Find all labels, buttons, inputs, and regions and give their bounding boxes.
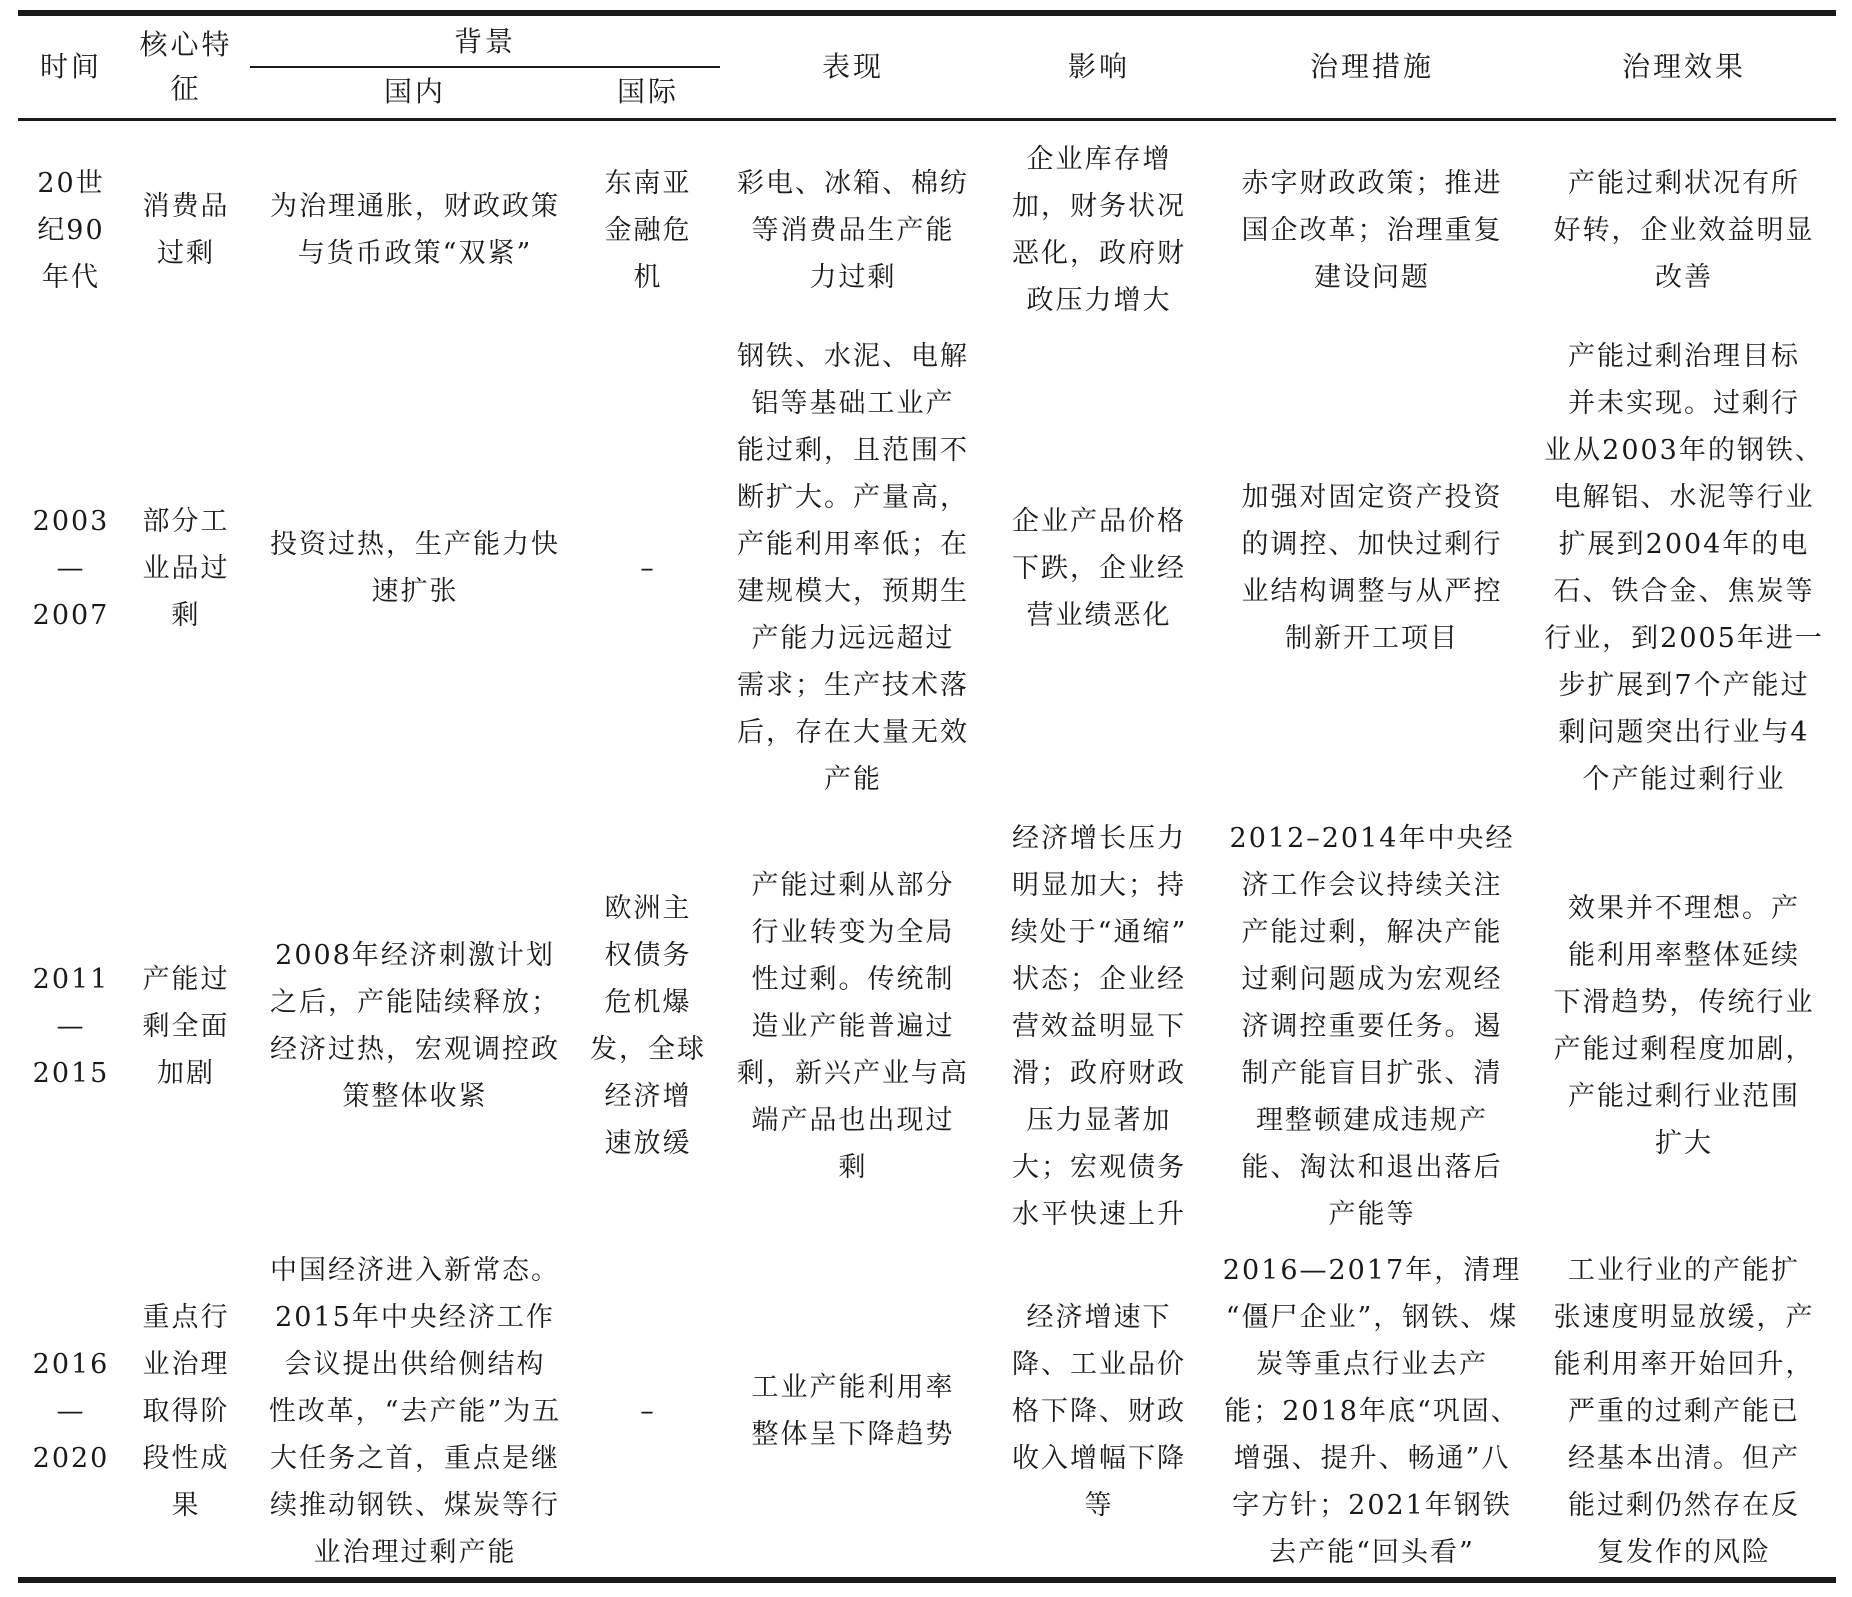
row-impact: 企业库存增 加，财务状况 恶化，政府财 政压力增大 (1012, 144, 1186, 316)
row-results: 产能过剩状况有所 好转，企业效益明显 改善 (1553, 167, 1815, 293)
header-impact: 影响 (1067, 50, 1130, 83)
row-international: – (640, 552, 656, 584)
header-results: 治理效果 (1621, 50, 1746, 83)
table-bottom-rule (18, 1577, 1836, 1583)
row-domestic: 中国经济进入新常态。 2015年中央经济工作 会议提出供给侧结构 性改革，“去产能”为五 大任务之首，重点是继 续推动钢铁、煤炭等行 业治理过剩产能 (268, 1254, 562, 1568)
row-international: – (640, 1395, 656, 1427)
row-measures: 2012–2014年中央经 济工作会议持续关注 产能过剩，解决产能 过剩问题成为宏观经 济调控重要任务。遏 制产能盲目扩张、清 理整顿建成违规产 能、淘汰和退出落后 产能等 (1229, 822, 1515, 1230)
row-measures: 2016—2017年，清理 “僵尸企业”，钢铁、煤 炭等重点行业去产 能；2018年底“巩固、 增强、提升、畅通”八 字方针；2021年钢铁 去产能“回头看” (1222, 1254, 1522, 1568)
row-performance: 彩电、冰箱、棉纺 等消费品生产能 力过剩 (737, 167, 969, 293)
header-time: 时间 (39, 50, 102, 83)
row-international: 欧洲主 权债务 危机爆 发，全球 经济增 速放缓 (590, 893, 706, 1159)
row-time: 2016 — 2020 (32, 1348, 110, 1474)
row-core-feature: 部分工 业品过 剩 (142, 505, 230, 631)
header-background: 背景 (453, 25, 516, 58)
table-header-rule (18, 118, 1836, 121)
row-core-feature: 重点行 业治理 取得阶 段性成 果 (142, 1301, 230, 1521)
row-core-feature: 产能过 剩全面 加剧 (142, 963, 230, 1089)
row-domestic: 投资过热，生产能力快 速扩张 (270, 529, 560, 607)
header-domestic: 国内 (383, 75, 446, 108)
row-time: 20世 纪90 年代 (37, 167, 105, 293)
row-impact: 经济增速下 降、工业品价 格下降、财政 收入增幅下降 等 (1012, 1301, 1186, 1521)
row-impact: 经济增长压力 明显加大；持 续处于“通缩” 状态；企业经 营效益明显下 滑；政府财政 压力显著加 大；宏观债务 水平快速上升 (1010, 822, 1188, 1230)
row-measures: 赤字财政政策；推进 国企改革；治理重复 建设问题 (1241, 167, 1503, 293)
row-results: 效果并不理想。产 能利用率整体延续 下滑趋势，传统行业 产能过剩程度加剧， 产能过剩行业范围 扩大 (1553, 893, 1815, 1159)
row-time: 2003 — 2007 (32, 505, 110, 631)
row-results: 工业行业的产能扩 张速度明显放缓，产 能利用率开始回升， 严重的过剩产能已 经基本出清。但产 能过剩仍然存在反 复发作的风险 (1553, 1254, 1815, 1568)
table-top-rule (18, 10, 1836, 16)
row-time: 2011 — 2015 (32, 963, 110, 1089)
row-impact: 企业产品价格 下跌，企业经 营业绩恶化 (1012, 505, 1186, 631)
header-international: 国际 (616, 75, 679, 108)
header-measures: 治理措施 (1309, 50, 1434, 83)
row-performance: 钢铁、水泥、电解 铝等基础工业产 能过剩，且范围不 断扩大。产量高， 产能利用率低；在 建规模大，预期生 产能力远远超过 需求；生产技术落 后，存在大量无效 产能 (737, 341, 969, 795)
row-international: 东南亚 金融危 机 (604, 167, 692, 293)
row-domestic: 为治理通胀，财政政策 与货币政策“双紧” (270, 191, 560, 269)
row-core-feature: 消费品 过剩 (142, 191, 230, 269)
row-results: 产能过剩治理目标 并未实现。过剩行 业从2003年的钢铁、 电解铝、水泥等行业 扩展到2004年的电 石、铁合金、焦炭等 行业，到2005年进一 步扩展到7个产能过 剩问题突出行业与4 个产能过剩行业 (1544, 341, 1824, 795)
row-performance: 工业产能利用率 整体呈下降趋势 (751, 1372, 955, 1450)
header-performance: 表现 (821, 50, 884, 83)
row-domestic: 2008年经济刺激计划 之后，产能陆续释放； 经济过热，宏观调控政 策整体收紧 (270, 940, 560, 1112)
row-measures: 加强对固定资产投资 的调控、加快过剩行 业结构调整与从严控 制新开工项目 (1241, 482, 1503, 654)
header-core-feature: 核心特 征 (139, 28, 233, 105)
row-performance: 产能过剩从部分 行业转变为全局 性过剩。传统制 造业产能普遍过 剩，新兴产业与高 端产品也出现过 剩 (737, 869, 969, 1183)
